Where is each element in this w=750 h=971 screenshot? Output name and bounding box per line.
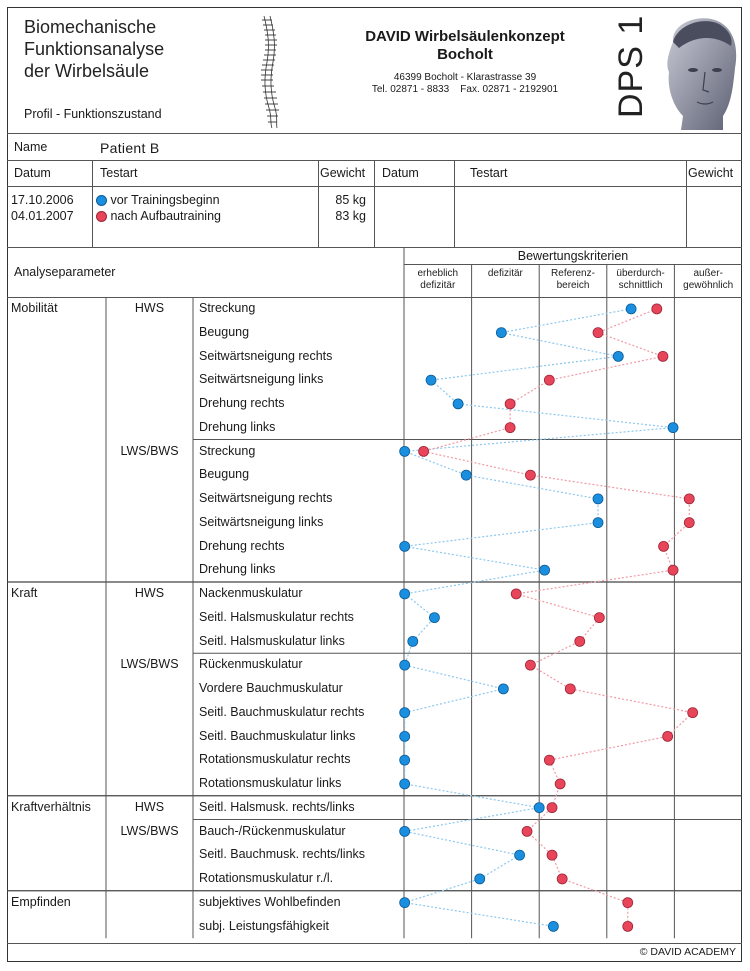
data-point-before	[400, 446, 410, 456]
data-point-after	[555, 779, 565, 789]
data-point-before	[426, 375, 436, 385]
data-point-before	[400, 898, 410, 908]
criteria-label-line: außer-	[693, 268, 723, 279]
data-point-before	[400, 589, 410, 599]
parameter-label: Rotationsmuskulatur links	[199, 776, 342, 790]
data-point-after	[547, 803, 557, 813]
data-point-after	[544, 375, 554, 385]
parameter-label: Seitwärtsneigung links	[199, 372, 324, 387]
data-point-before	[668, 423, 678, 433]
data-point-after	[684, 518, 694, 528]
parameter-label: Seitwärtsneigung rechts	[199, 348, 333, 363]
report-subtitle: Profil - Funktionszustand	[24, 107, 162, 121]
org-city: Bocholt	[437, 46, 493, 63]
data-point-before	[593, 518, 603, 528]
data-point-after	[505, 423, 515, 433]
dps-badge-text: DPS 1	[612, 14, 650, 118]
test-row-2-type: nach Aufbautraining	[110, 209, 221, 223]
test-row-1-type: vor Trainingsbeginn	[110, 193, 220, 207]
col-header-gewicht-1: Gewicht	[320, 166, 366, 180]
parameter-label: subj. Leistungsfähigkeit	[199, 918, 329, 933]
data-point-before	[400, 660, 410, 670]
data-point-before	[400, 541, 410, 551]
data-point-after	[565, 684, 575, 694]
criteria-label-line: Referenz-	[551, 268, 595, 279]
data-point-before	[496, 328, 506, 338]
parameter-label: Seitl. Bauchmusk. rechts/links	[199, 847, 366, 862]
parameter-label: Nackenmuskulatur	[199, 586, 303, 600]
data-point-before	[548, 921, 558, 931]
criteria-label-line: defizitär	[420, 280, 456, 291]
category-label: Kraft	[11, 586, 38, 600]
data-point-before	[498, 684, 508, 694]
footer-divider	[7, 943, 742, 944]
data-point-after	[544, 755, 554, 765]
col-header-datum-1: Datum	[14, 166, 51, 180]
criteria-header: Bewertungskriterien	[517, 249, 629, 263]
data-point-before	[475, 874, 485, 884]
region-label: LWS/BWS	[120, 657, 179, 672]
data-point-after	[505, 399, 515, 409]
data-point-before	[613, 351, 623, 361]
org-phone-fax: Tel. 02871 - 8833 Fax. 02871 - 2192901	[371, 84, 559, 95]
parameter-label: Streckung	[199, 443, 256, 458]
org-name: DAVID Wirbelsäulenkonzept	[365, 28, 565, 45]
series-line-after	[424, 309, 693, 927]
parameter-label: Drehung links	[199, 419, 276, 434]
parameter-label: Rotationsmuskulatur r./l.	[199, 871, 334, 885]
parameter-label: Drehung rechts	[199, 396, 285, 410]
parameter-label: Seitl. Bauchmuskulatur links	[199, 728, 356, 743]
data-point-after	[668, 565, 678, 575]
data-point-after	[623, 898, 633, 908]
parameter-label: Streckung	[199, 301, 256, 315]
data-point-before	[429, 613, 439, 623]
data-point-after	[652, 304, 662, 314]
data-point-before	[593, 494, 603, 504]
data-point-before	[400, 779, 410, 789]
copyright: © DAVID ACADEMY	[639, 946, 736, 958]
report-title-line-2: Funktionsanalyse	[24, 39, 165, 59]
parameter-label: Seitl. Halsmusk. rechts/links	[199, 799, 355, 814]
col-header-testart-1: Testart	[100, 166, 138, 180]
region-label: LWS/BWS	[120, 823, 179, 838]
report-title-line-3: der Wirbelsäule	[24, 61, 150, 81]
parameter-label: Seitl. Halsmuskulatur rechts	[199, 609, 354, 624]
category-label: Mobilität	[11, 301, 58, 315]
data-point-after	[419, 446, 429, 456]
data-point-after	[623, 921, 633, 931]
data-point-after	[547, 850, 557, 860]
criteria-label-line: bereich	[556, 280, 590, 291]
parameter-label: Drehung links	[199, 562, 276, 577]
data-point-after	[594, 613, 604, 623]
data-point-after	[658, 351, 668, 361]
data-point-after	[593, 328, 603, 338]
data-point-before	[400, 755, 410, 765]
data-point-before	[534, 803, 544, 813]
parameter-label: Beugung	[199, 324, 250, 339]
region-label: HWS	[134, 586, 165, 600]
criteria-label-line: gewöhnlich	[683, 280, 734, 291]
parameter-label: Drehung rechts	[199, 538, 285, 553]
criteria-label-line: defizitär	[487, 268, 523, 279]
data-point-after	[688, 708, 698, 718]
data-point-before	[461, 470, 471, 480]
data-point-after	[522, 826, 532, 836]
criteria-label-line: schnittlich	[618, 280, 663, 291]
data-point-before	[540, 565, 550, 575]
parameter-label: Beugung	[199, 467, 250, 482]
parameter-label: Seitl. Halsmuskulatur links	[199, 633, 345, 648]
org-address: 46399 Bocholt - Klarastrasse 39	[393, 72, 537, 83]
parameter-label: Rückenmuskulatur	[199, 657, 303, 672]
data-point-before	[400, 708, 410, 718]
data-point-after	[557, 874, 567, 884]
data-point-after	[575, 636, 585, 646]
data-point-after	[525, 470, 535, 480]
parameter-label: Seitwärtsneigung links	[199, 514, 324, 529]
data-point-after	[663, 731, 673, 741]
criteria-label-line: überdurch-	[616, 268, 665, 279]
test-row-1-date: 17.10.2006	[11, 193, 74, 207]
data-point-before	[408, 636, 418, 646]
report-title-line-1: Biomechanische	[24, 17, 157, 37]
region-label: HWS	[134, 301, 165, 315]
parameter-label: Rotationsmuskulatur rechts	[199, 752, 351, 767]
test-row-2-weight: 83 kg	[335, 209, 366, 223]
category-label: Empfinden	[11, 894, 71, 909]
parameter-label: subjektives Wohlbefinden	[199, 894, 341, 909]
col-header-gewicht-2: Gewicht	[688, 166, 734, 180]
data-point-after	[659, 541, 669, 551]
data-point-after	[684, 494, 694, 504]
parameter-label: Bauch-/Rückenmuskulatur	[199, 823, 346, 838]
data-point-before	[626, 304, 636, 314]
parameter-label: Seitwärtsneigung rechts	[199, 491, 333, 505]
analysis-header: Analyseparameter	[14, 265, 116, 279]
criteria-label-line: erheblich	[417, 268, 459, 279]
parameter-label: Vordere Bauchmuskulatur	[199, 681, 343, 695]
data-point-before	[515, 850, 525, 860]
test-row-1-weight: 85 kg	[335, 193, 366, 207]
data-point-before	[400, 826, 410, 836]
region-label: HWS	[134, 799, 165, 814]
category-label: Kraftverhältnis	[11, 799, 91, 814]
test-row-2-date: 04.01.2007	[11, 209, 74, 223]
region-label: LWS/BWS	[120, 443, 179, 458]
parameter-label: Seitl. Bauchmuskulatur rechts	[199, 704, 365, 719]
name-label: Name	[14, 140, 48, 154]
data-point-before	[453, 399, 463, 409]
data-point-after	[525, 660, 535, 670]
data-point-before	[400, 731, 410, 741]
data-point-after	[511, 589, 521, 599]
col-header-datum-2: Datum	[382, 166, 419, 180]
patient-name: Patient B	[100, 140, 160, 156]
col-header-testart-2: Testart	[470, 166, 508, 180]
